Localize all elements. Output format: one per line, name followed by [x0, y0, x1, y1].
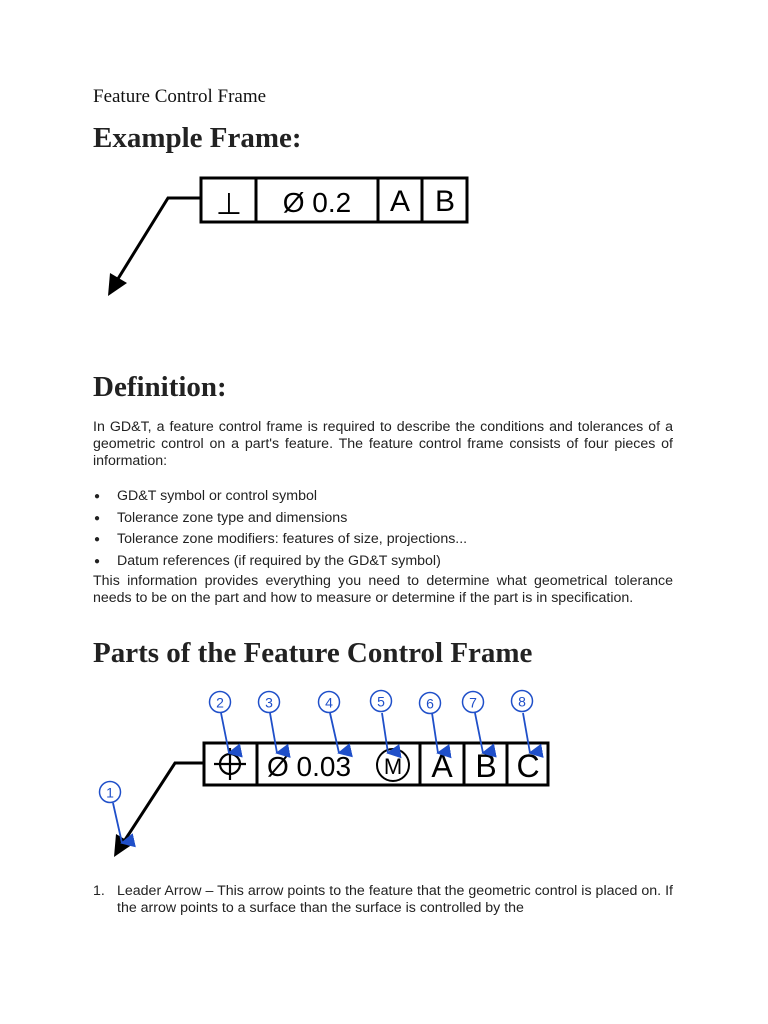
- callout-3: [259, 692, 280, 713]
- bullet-icon: ●: [94, 555, 101, 567]
- svg-text:8: 8: [518, 693, 526, 710]
- svg-text:6: 6: [426, 695, 434, 712]
- definition-outro: This information provides everything you need to determine what geometrical tolerance needs to be on the part and how to measure or determine if the part is in specification.: [93, 573, 673, 606]
- svg-text:1: 1: [106, 784, 114, 801]
- leader-arrow: [114, 763, 205, 857]
- list-item: ● GD&T symbol or control symbol: [93, 486, 673, 508]
- example-frame-figure: [100, 170, 480, 305]
- svg-text:2: 2: [216, 694, 224, 711]
- list-item: ● Datum references (if required by the GD&T symbol): [93, 551, 673, 573]
- parts-heading: Parts of the Feature Control Frame: [93, 637, 533, 669]
- bullet-icon: ●: [94, 491, 101, 502]
- svg-text:4: 4: [325, 694, 333, 711]
- callout-1: [100, 782, 121, 803]
- definition-intro: In GD&T, a feature control frame is required to describe the conditions and tolerances of a geometric control on a part's feature. The feature control frame consists of four pieces of information:: [93, 419, 673, 469]
- tolerance-value: Ø 0.03: [267, 751, 352, 782]
- datum-a: A: [389, 185, 411, 218]
- definition-bullet-list: [93, 486, 673, 572]
- callout-7: [463, 692, 484, 713]
- perpendicularity-icon: ⊥: [215, 188, 243, 221]
- list-item: ● Tolerance zone type and dimensions: [93, 508, 673, 530]
- bullet-icon: ●: [94, 512, 101, 524]
- svg-text:5: 5: [377, 693, 385, 710]
- parts-control-frame: [204, 743, 548, 785]
- svg-text:3: 3: [265, 694, 273, 711]
- tolerance-value: Ø 0.2: [282, 187, 352, 218]
- svg-text:7: 7: [469, 694, 477, 711]
- list-item: ● Tolerance zone modifiers: features of size, projections...: [93, 529, 673, 551]
- list-item: 1. Leader Arrow – This arrow points to the feature that the geometric control is placed on. If the arrow points to a surface than the surface is controlled by the: [93, 883, 673, 916]
- callout-6: [420, 693, 441, 714]
- document-title: Feature Control Frame: [93, 86, 267, 107]
- callout-5: [371, 691, 392, 712]
- svg-text:M: M: [383, 754, 403, 779]
- leader-arrow: [108, 198, 200, 296]
- datum-c: C: [516, 748, 540, 784]
- callout-4: [319, 692, 340, 713]
- datum-a: A: [431, 748, 453, 784]
- definition-heading: Definition:: [93, 371, 227, 403]
- datum-b: B: [434, 185, 456, 218]
- datum-b: B: [475, 748, 497, 784]
- bullet-icon: ●: [94, 534, 101, 545]
- example-frame-heading: Example Frame:: [93, 122, 302, 154]
- example-control-frame: [201, 178, 467, 222]
- parts-numbered-list: [93, 883, 673, 917]
- callout-8: [512, 691, 533, 712]
- callout-2: [210, 692, 231, 713]
- parts-frame-figure: [90, 685, 570, 865]
